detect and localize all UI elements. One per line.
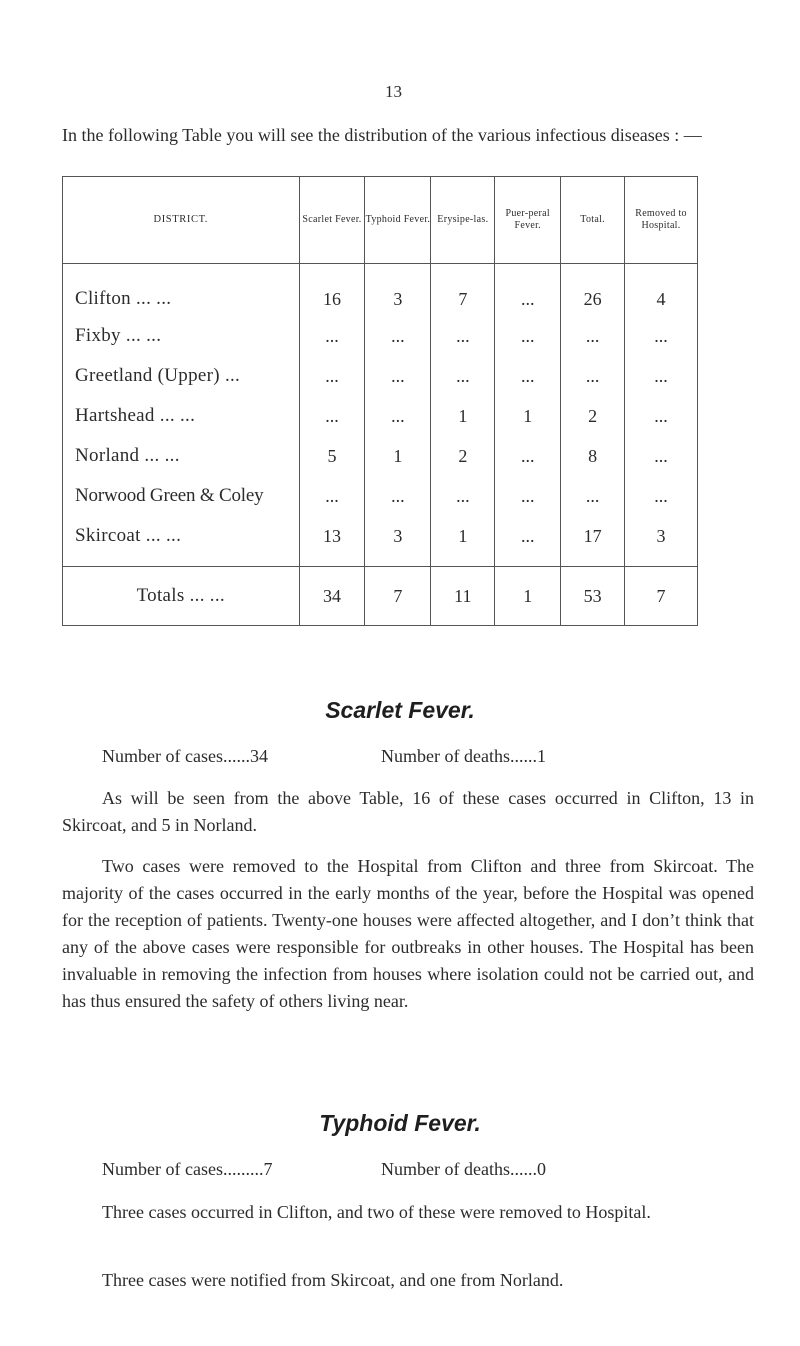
cell-erysipelas: 1 (431, 396, 495, 436)
header-total: Total. (561, 177, 625, 264)
scarlet-paragraph-1: As will be seen from the above Table, 16 of these cases occurred in Clifton, 13 in Skircoat, and 5 in Norland. (62, 788, 754, 835)
cell-total: 26 (561, 264, 625, 317)
district-name: Norland ... ... (63, 436, 300, 476)
table-row (63, 516, 698, 567)
total-total: 53 (561, 567, 625, 626)
typhoid-paragraph-2: Three cases were notified from Skircoat, and one from Norland. (102, 1270, 564, 1290)
cell-removed: ... (625, 436, 698, 476)
table-row (63, 356, 698, 396)
header-erysipelas: Erysipe-las. (431, 177, 495, 264)
cell-removed: 3 (625, 516, 698, 567)
district-name: Greetland (Upper) ... (63, 356, 300, 396)
cell-erysipelas: ... (431, 316, 495, 356)
cell-erysipelas: ... (431, 476, 495, 516)
intro-paragraph: In the following Table you will see the distribution of the various infectious diseases : — (62, 125, 702, 145)
cell-scarlet: 13 (299, 516, 365, 567)
header-puerperal-fever: Puer-peral Fever. (495, 177, 561, 264)
table-row (63, 476, 698, 516)
typhoid-cases-count: Number of cases.........7 (102, 1159, 273, 1179)
cell-typhoid: ... (365, 396, 431, 436)
cell-puerperal: ... (495, 476, 561, 516)
totals-row (63, 567, 698, 626)
cell-total: ... (561, 476, 625, 516)
cell-typhoid: 1 (365, 436, 431, 476)
header-removed-to-hospital: Removed to Hospital. (625, 177, 698, 264)
cell-scarlet: ... (299, 356, 365, 396)
cell-removed: ... (625, 476, 698, 516)
cell-removed: ... (625, 396, 698, 436)
cell-scarlet: ... (299, 316, 365, 356)
cell-total: 8 (561, 436, 625, 476)
cell-erysipelas: 2 (431, 436, 495, 476)
cell-typhoid: 3 (365, 516, 431, 567)
cell-removed: ... (625, 316, 698, 356)
cell-scarlet: ... (299, 476, 365, 516)
cell-typhoid: ... (365, 476, 431, 516)
header-typhoid-fever: Typhoid Fever. (365, 177, 431, 264)
header-scarlet-fever: Scarlet Fever. (299, 177, 365, 264)
header-district: DISTRICT. (63, 177, 300, 264)
cell-puerperal: ... (495, 516, 561, 567)
total-erysipelas: 11 (431, 567, 495, 626)
total-typhoid: 7 (365, 567, 431, 626)
cell-total: 2 (561, 396, 625, 436)
cell-puerperal: 1 (495, 396, 561, 436)
scarlet-cases-count: Number of cases......34 (102, 746, 268, 766)
cell-typhoid: ... (365, 356, 431, 396)
cell-total: ... (561, 316, 625, 356)
district-name: Norwood Green & Coley (63, 476, 300, 516)
cell-puerperal: ... (495, 264, 561, 317)
district-name: Fixby ... ... (63, 316, 300, 356)
table-row (63, 436, 698, 476)
cell-puerperal: ... (495, 356, 561, 396)
total-removed: 7 (625, 567, 698, 626)
distribution-table (62, 176, 698, 626)
cell-scarlet: 5 (299, 436, 365, 476)
cell-total: 17 (561, 516, 625, 567)
cell-typhoid: 3 (365, 264, 431, 317)
cell-scarlet: 16 (299, 264, 365, 317)
typhoid-fever-heading: Typhoid Fever. (319, 1110, 481, 1136)
cell-removed: 4 (625, 264, 698, 317)
table-row (63, 264, 698, 317)
scarlet-fever-heading: Scarlet Fever. (325, 697, 475, 723)
cell-puerperal: ... (495, 316, 561, 356)
cell-erysipelas: 7 (431, 264, 495, 317)
cell-typhoid: ... (365, 316, 431, 356)
cell-total: ... (561, 356, 625, 396)
scarlet-deaths-count: Number of deaths......1 (381, 746, 546, 766)
cell-erysipelas: 1 (431, 516, 495, 567)
district-name: Clifton ... ... (63, 264, 300, 317)
cell-erysipelas: ... (431, 356, 495, 396)
table-header-row (63, 177, 698, 264)
total-puerperal: 1 (495, 567, 561, 626)
scarlet-paragraph-2: Two cases were removed to the Hospital from Clifton and three from Skircoat. The majority of the cases occurred in the early months of the year, before the Hospital was opened for the reception of patients. Twenty-one houses were affected altogether, and I don’t think that any of the above cases were responsible for outbreaks in other houses. The Hospital has been invaluable in removing the infection from houses where isolation could not be carried out, and has thus ensured the safety of others living near. (62, 856, 754, 1011)
table-row (63, 316, 698, 356)
totals-label: Totals ... ... (63, 567, 300, 626)
cell-removed: ... (625, 356, 698, 396)
total-scarlet: 34 (299, 567, 365, 626)
typhoid-deaths-count: Number of deaths......0 (381, 1159, 546, 1179)
table-row (63, 396, 698, 436)
district-name: Skircoat ... ... (63, 516, 300, 567)
cell-puerperal: ... (495, 436, 561, 476)
page-number: 13 (385, 82, 402, 101)
cell-scarlet: ... (299, 396, 365, 436)
district-name: Hartshead ... ... (63, 396, 300, 436)
typhoid-paragraph-1: Three cases occurred in Clifton, and two of these were removed to Hospital. (102, 1202, 651, 1222)
